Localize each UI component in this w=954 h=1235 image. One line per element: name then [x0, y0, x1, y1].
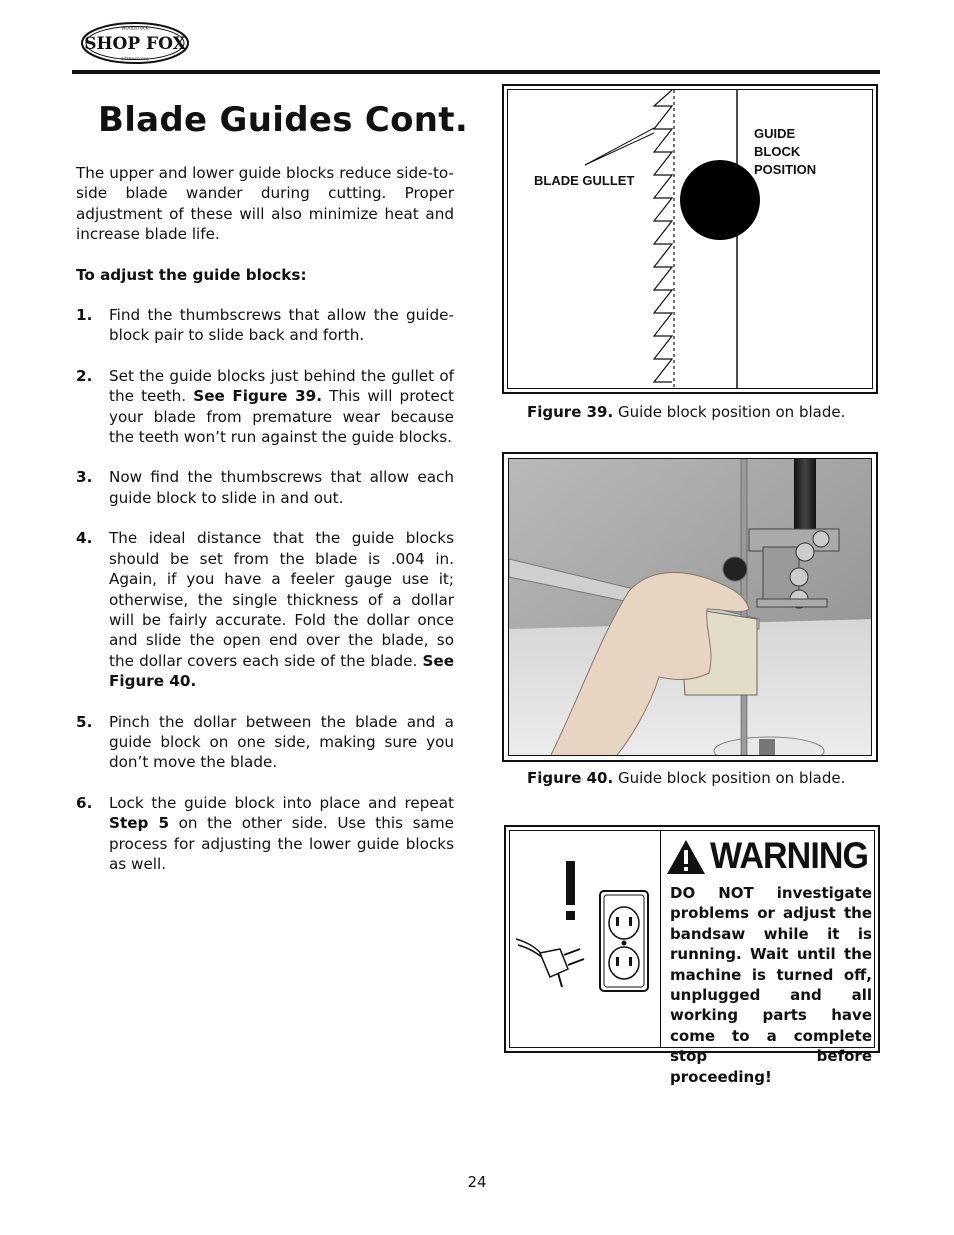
step-number: 1. — [76, 306, 93, 325]
figure-reference: See Figure 39. — [193, 387, 322, 406]
bandsaw-photo — [509, 459, 872, 756]
svg-text:WOODSTOCK: WOODSTOCK — [121, 25, 149, 31]
svg-text:INTERNATIONAL: INTERNATIONAL — [120, 57, 150, 61]
figure-40-photo — [502, 452, 878, 762]
step-number: 5. — [76, 712, 93, 731]
warning-box — [504, 825, 880, 1086]
blade-diagram — [504, 86, 876, 392]
instructions-column — [76, 163, 454, 894]
step-text: The ideal distance that the guide blocks should be set from the blade is .004 in. Again, if you have a feeler gauge use it; otherwise, the single thickness of a dollar will be fairly accurate. Fold the dollar once and slide the open end over the blade, so the dollar covers each side of the blade. See Figure 40. — [109, 529, 454, 691]
step-3 — [76, 467, 454, 508]
guide-block-label-line2: BLOCK — [754, 144, 801, 159]
figure-reference: See Figure 40. — [109, 651, 454, 691]
procedure-subhead: To adjust the guide blocks: — [76, 265, 307, 284]
step-4 — [76, 528, 454, 691]
warning-text: DO NOT investigate problems or adjust the bandsaw while it is running. Wait until the machine is turned off, unplugged and all working parts have come to a complete stop before proceeding! — [670, 884, 872, 1086]
step-reference: Step 5 — [109, 814, 170, 833]
figure-39-diagram — [502, 84, 878, 394]
step-1 — [76, 305, 454, 346]
guide-block-label-line3: POSITION — [754, 162, 817, 177]
step-number: 2. — [76, 366, 93, 385]
step-number: 6. — [76, 793, 93, 812]
warning-title: WARNING — [710, 835, 869, 876]
blade-teeth — [654, 90, 672, 382]
step-text: Find the thumbscrews that allow the guide-block pair to slide back and forth. — [109, 306, 454, 345]
guide-block-label-line1: GUIDE — [754, 126, 796, 141]
step-2 — [76, 366, 454, 448]
warning-header — [666, 835, 878, 875]
unplug-icon — [510, 831, 660, 1051]
step-text: Now find the thumbscrews that allow each guide block to slide in and out. — [109, 468, 454, 507]
figure-39-caption: Figure 39. Guide block position on blade. — [527, 403, 846, 421]
step-number: 4. — [76, 529, 93, 548]
step-text: Pinch the dollar between the blade and a guide block on one side, making sure you don’t move the blade. — [109, 712, 454, 772]
step-text: Set the guide blocks just behind the gullet of the teeth. See Figure 39. This will protect your blade from premature wear because the teeth won’t run against the guide blocks. — [109, 366, 455, 447]
step-6 — [76, 793, 454, 875]
header-rule — [72, 70, 880, 74]
intro-paragraph: The upper and lower guide blocks reduce side-to-side blade wander during cutting. Proper adjustment of these will also minimize heat and increase blade life. — [76, 164, 454, 244]
step-text: Lock the guide block into place and repeat Step 5 on the other side. Use this same process for adjusting the lower guide blocks as well. — [109, 793, 454, 873]
page-title: Blade Guides Cont. — [98, 100, 469, 140]
figure-40-caption: Figure 40. Guide block position on blade. — [527, 769, 846, 787]
step-5 — [76, 712, 454, 773]
page-number: 24 — [467, 1173, 487, 1191]
blade-gullet-label: BLADE GULLET — [534, 173, 635, 188]
step-number: 3. — [76, 468, 93, 487]
svg-text:SHOP FOX: SHOP FOX — [84, 34, 186, 54]
shop-fox-logo — [80, 20, 190, 66]
guide-block-circle — [680, 160, 760, 240]
warning-triangle-icon — [666, 839, 706, 875]
